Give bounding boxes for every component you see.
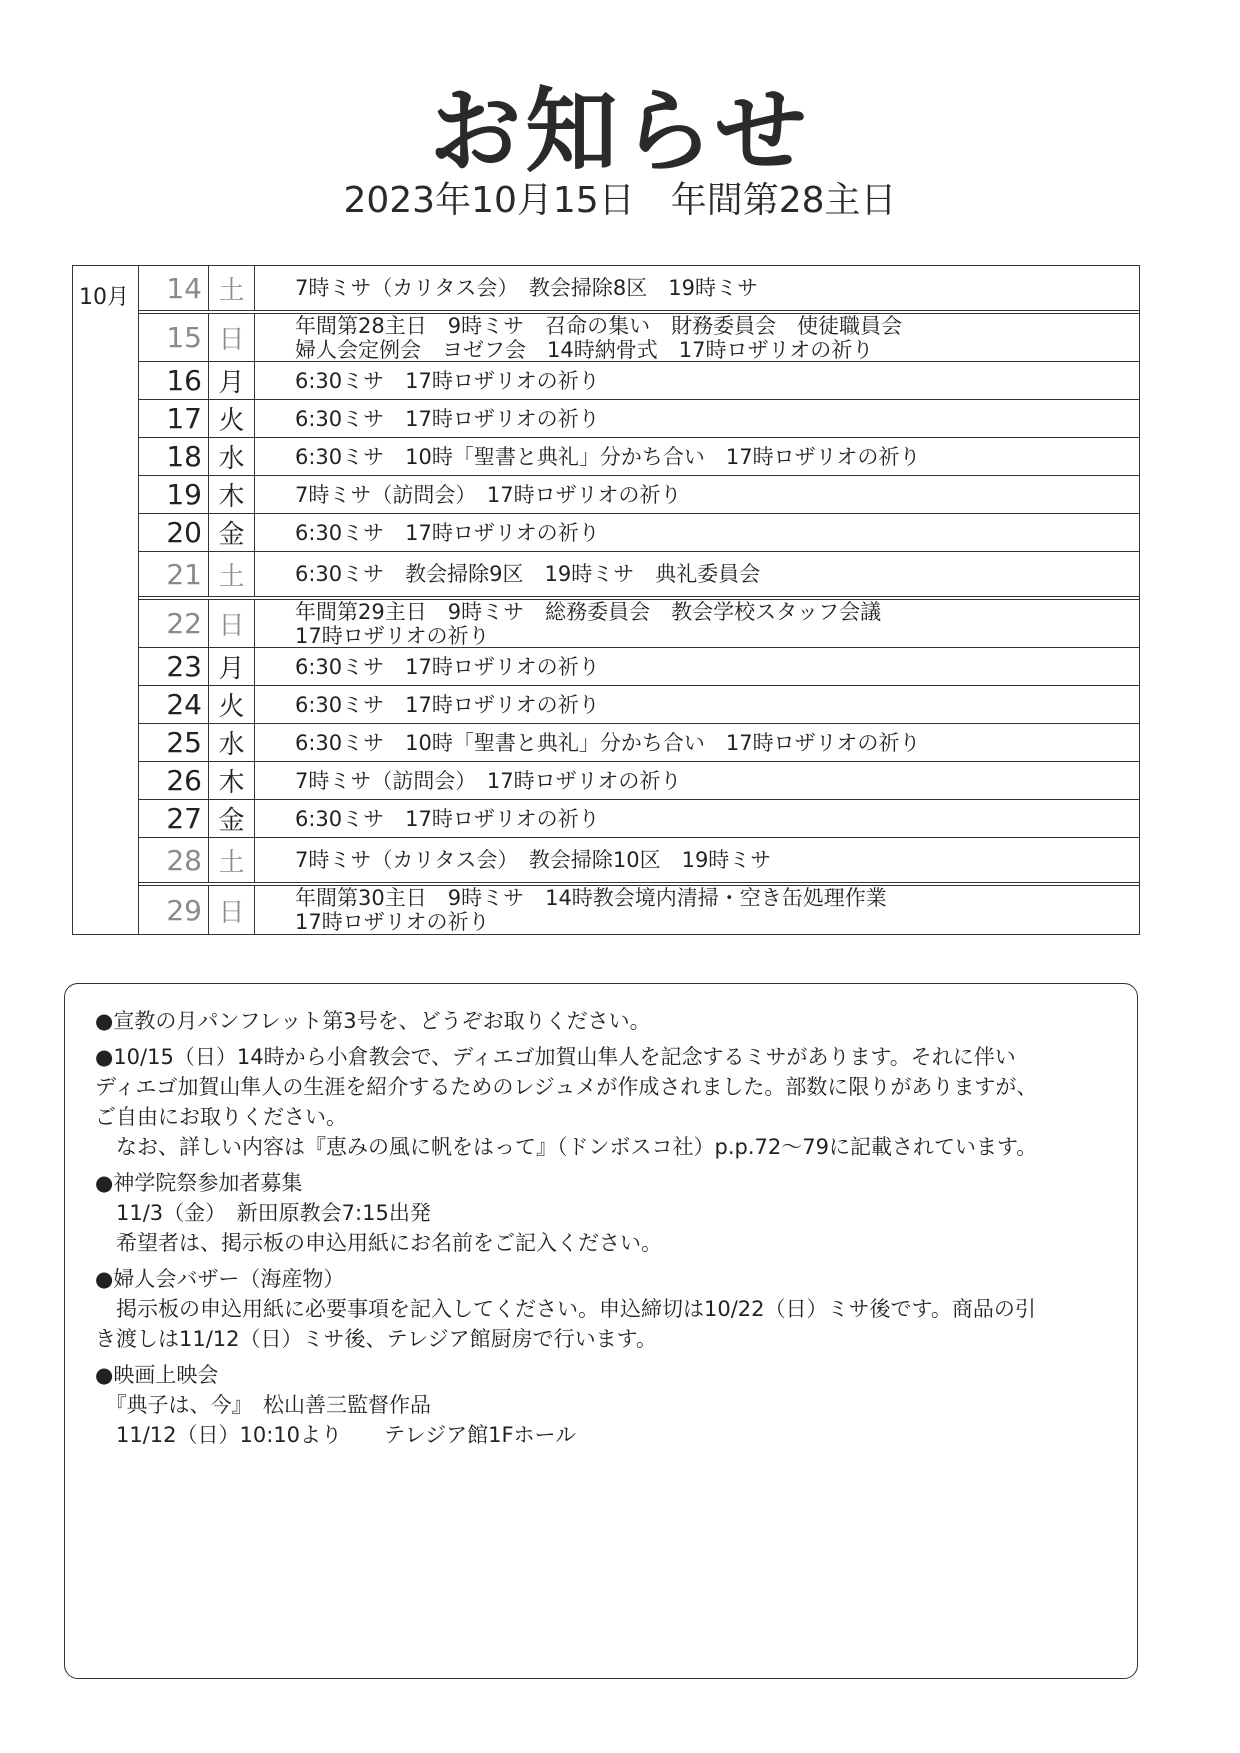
day-of-week: 月 bbox=[209, 362, 255, 399]
day-number: 27 bbox=[139, 800, 209, 837]
notice-line: ●映画上映会 bbox=[95, 1363, 219, 1387]
day-number: 22 bbox=[139, 600, 209, 647]
calendar-row bbox=[139, 886, 1139, 934]
event-line: 6:30ミサ 17時ロザリオの祈り bbox=[295, 520, 600, 545]
day-of-week: 火 bbox=[209, 400, 255, 437]
event-line: 婦人会定例会 ヨゼフ会 14時納骨式 17時ロザリオの祈り bbox=[295, 337, 874, 362]
day-events bbox=[255, 848, 1139, 872]
day-of-week: 金 bbox=[209, 514, 255, 551]
notice-item bbox=[95, 1006, 1115, 1036]
event-line: 6:30ミサ 17時ロザリオの祈り bbox=[295, 692, 600, 717]
notice-line: 掲示板の申込用紙に必要事項を記入してください。申込締切は10/22（日）ミサ後です。商品の引 bbox=[95, 1297, 1036, 1321]
day-number: 24 bbox=[139, 686, 209, 723]
day-events bbox=[255, 731, 1139, 755]
calendar-row bbox=[139, 552, 1139, 600]
day-of-week: 火 bbox=[209, 686, 255, 723]
month-label: 10月 bbox=[79, 285, 129, 310]
event-line: 6:30ミサ 17時ロザリオの祈り bbox=[295, 806, 600, 831]
notice-line: ディエゴ加賀山隼人の生涯を紹介するためのレジュメが作成されました。部数に限りがありますが、 bbox=[95, 1075, 1038, 1099]
page-subtitle-date: 2023年10月15日 年間第28主日 bbox=[343, 180, 897, 221]
day-of-week: 月 bbox=[209, 648, 255, 685]
day-number: 18 bbox=[139, 438, 209, 475]
event-line: 6:30ミサ 17時ロザリオの祈り bbox=[295, 654, 600, 679]
notice-line: ●10/15（日）14時から小倉教会で、ディエゴ加賀山隼人を記念するミサがあります。それに伴い bbox=[95, 1045, 1016, 1069]
event-line: 6:30ミサ 教会掃除9区 19時ミサ 典礼委員会 bbox=[295, 562, 761, 586]
calendar-row bbox=[139, 800, 1139, 838]
event-line: 17時ロザリオの祈り bbox=[295, 623, 490, 648]
calendar-row bbox=[139, 400, 1139, 438]
calendar-row bbox=[139, 314, 1139, 362]
notices-box bbox=[64, 983, 1138, 1679]
notice-line: 11/3（金） 新田原教会7:15出発 bbox=[95, 1201, 431, 1225]
day-of-week: 金 bbox=[209, 800, 255, 837]
day-number: 19 bbox=[139, 476, 209, 513]
event-line: 年間第29主日 9時ミサ 総務委員会 教会学校スタッフ会議 bbox=[295, 599, 882, 624]
day-number: 20 bbox=[139, 514, 209, 551]
day-number: 15 bbox=[139, 314, 209, 361]
notice-line: 『典子は、今』 松山善三監督作品 bbox=[95, 1393, 431, 1417]
day-number: 14 bbox=[139, 266, 209, 310]
day-events bbox=[255, 521, 1139, 545]
calendar-row bbox=[139, 686, 1139, 724]
calendar-row bbox=[139, 266, 1139, 314]
day-events bbox=[255, 407, 1139, 431]
day-events bbox=[255, 655, 1139, 679]
notice-item bbox=[95, 1042, 1115, 1162]
calendar-row bbox=[139, 838, 1139, 886]
day-number: 28 bbox=[139, 838, 209, 882]
day-events bbox=[255, 807, 1139, 831]
day-events bbox=[255, 276, 1139, 300]
day-of-week: 木 bbox=[209, 476, 255, 513]
day-of-week: 水 bbox=[209, 438, 255, 475]
notice-line: ご自由にお取りください。 bbox=[95, 1105, 347, 1129]
calendar-row bbox=[139, 600, 1139, 648]
day-events bbox=[255, 886, 1139, 934]
event-line: 6:30ミサ 17時ロザリオの祈り bbox=[295, 406, 600, 431]
calendar-row bbox=[139, 762, 1139, 800]
day-of-week: 日 bbox=[209, 600, 255, 647]
day-events bbox=[255, 693, 1139, 717]
event-calendar-table bbox=[72, 265, 1140, 935]
event-line: 7時ミサ（カリタス会） 教会掃除8区 19時ミサ bbox=[295, 276, 758, 300]
notice-line: き渡しは11/12（日）ミサ後、テレジア館厨房で行います。 bbox=[95, 1327, 657, 1351]
day-of-week: 木 bbox=[209, 762, 255, 799]
day-number: 23 bbox=[139, 648, 209, 685]
day-number: 21 bbox=[139, 552, 209, 596]
day-events bbox=[255, 562, 1139, 586]
calendar-row bbox=[139, 476, 1139, 514]
notice-item bbox=[95, 1168, 1115, 1258]
event-line: 6:30ミサ 10時「聖書と典礼」分かち合い 17時ロザリオの祈り bbox=[295, 730, 921, 755]
event-line: 年間第30主日 9時ミサ 14時教会境内清掃・空き缶処理作業 bbox=[295, 886, 887, 910]
calendar-row bbox=[139, 362, 1139, 400]
notice-line: 11/12（日）10:10より テレジア館1Fホール bbox=[95, 1423, 577, 1447]
day-events bbox=[255, 445, 1139, 469]
day-of-week: 日 bbox=[209, 886, 255, 934]
event-line: 7時ミサ（訪問会） 17時ロザリオの祈り bbox=[295, 768, 682, 793]
month-column bbox=[73, 266, 139, 934]
day-of-week: 水 bbox=[209, 724, 255, 761]
day-of-week: 日 bbox=[209, 314, 255, 361]
day-events bbox=[255, 600, 1139, 648]
day-events bbox=[255, 483, 1139, 507]
day-of-week: 土 bbox=[209, 552, 255, 596]
event-line: 6:30ミサ 17時ロザリオの祈り bbox=[295, 368, 600, 393]
day-number: 26 bbox=[139, 762, 209, 799]
calendar-row bbox=[139, 648, 1139, 686]
day-of-week: 土 bbox=[209, 266, 255, 310]
event-line: 17時ロザリオの祈り bbox=[295, 910, 490, 934]
calendar-row bbox=[139, 724, 1139, 762]
event-line: 7時ミサ（カリタス会） 教会掃除10区 19時ミサ bbox=[295, 848, 772, 872]
calendar-row bbox=[139, 514, 1139, 552]
event-line: 年間第28主日 9時ミサ 召命の集い 財務委員会 使徒職員会 bbox=[295, 313, 903, 338]
day-events bbox=[255, 314, 1139, 362]
calendar-rows bbox=[139, 266, 1139, 934]
notice-item bbox=[95, 1360, 1115, 1450]
event-line: 6:30ミサ 10時「聖書と典礼」分かち合い 17時ロザリオの祈り bbox=[295, 444, 921, 469]
event-line: 7時ミサ（訪問会） 17時ロザリオの祈り bbox=[295, 482, 682, 507]
notice-line: 希望者は、掲示板の申込用紙にお名前をご記入ください。 bbox=[95, 1231, 662, 1255]
notice-item bbox=[95, 1264, 1115, 1354]
day-of-week: 土 bbox=[209, 838, 255, 882]
day-events bbox=[255, 769, 1139, 793]
day-number: 16 bbox=[139, 362, 209, 399]
page-title: お知らせ bbox=[429, 78, 811, 185]
day-number: 29 bbox=[139, 886, 209, 934]
notice-line: なお、詳しい内容は『恵みの風に帆をはって』（ドンボスコ社）p.p.72～79に記載されています。 bbox=[95, 1135, 1038, 1159]
notice-line: ●宣教の月パンフレット第3号を、どうぞお取りください。 bbox=[95, 1009, 651, 1033]
calendar-row bbox=[139, 438, 1139, 476]
notice-line: ●婦人会バザー（海産物） bbox=[95, 1267, 345, 1291]
day-number: 17 bbox=[139, 400, 209, 437]
day-events bbox=[255, 369, 1139, 393]
notice-line: ●神学院祭参加者募集 bbox=[95, 1171, 303, 1195]
day-number: 25 bbox=[139, 724, 209, 761]
notices-list bbox=[95, 1006, 1115, 1456]
